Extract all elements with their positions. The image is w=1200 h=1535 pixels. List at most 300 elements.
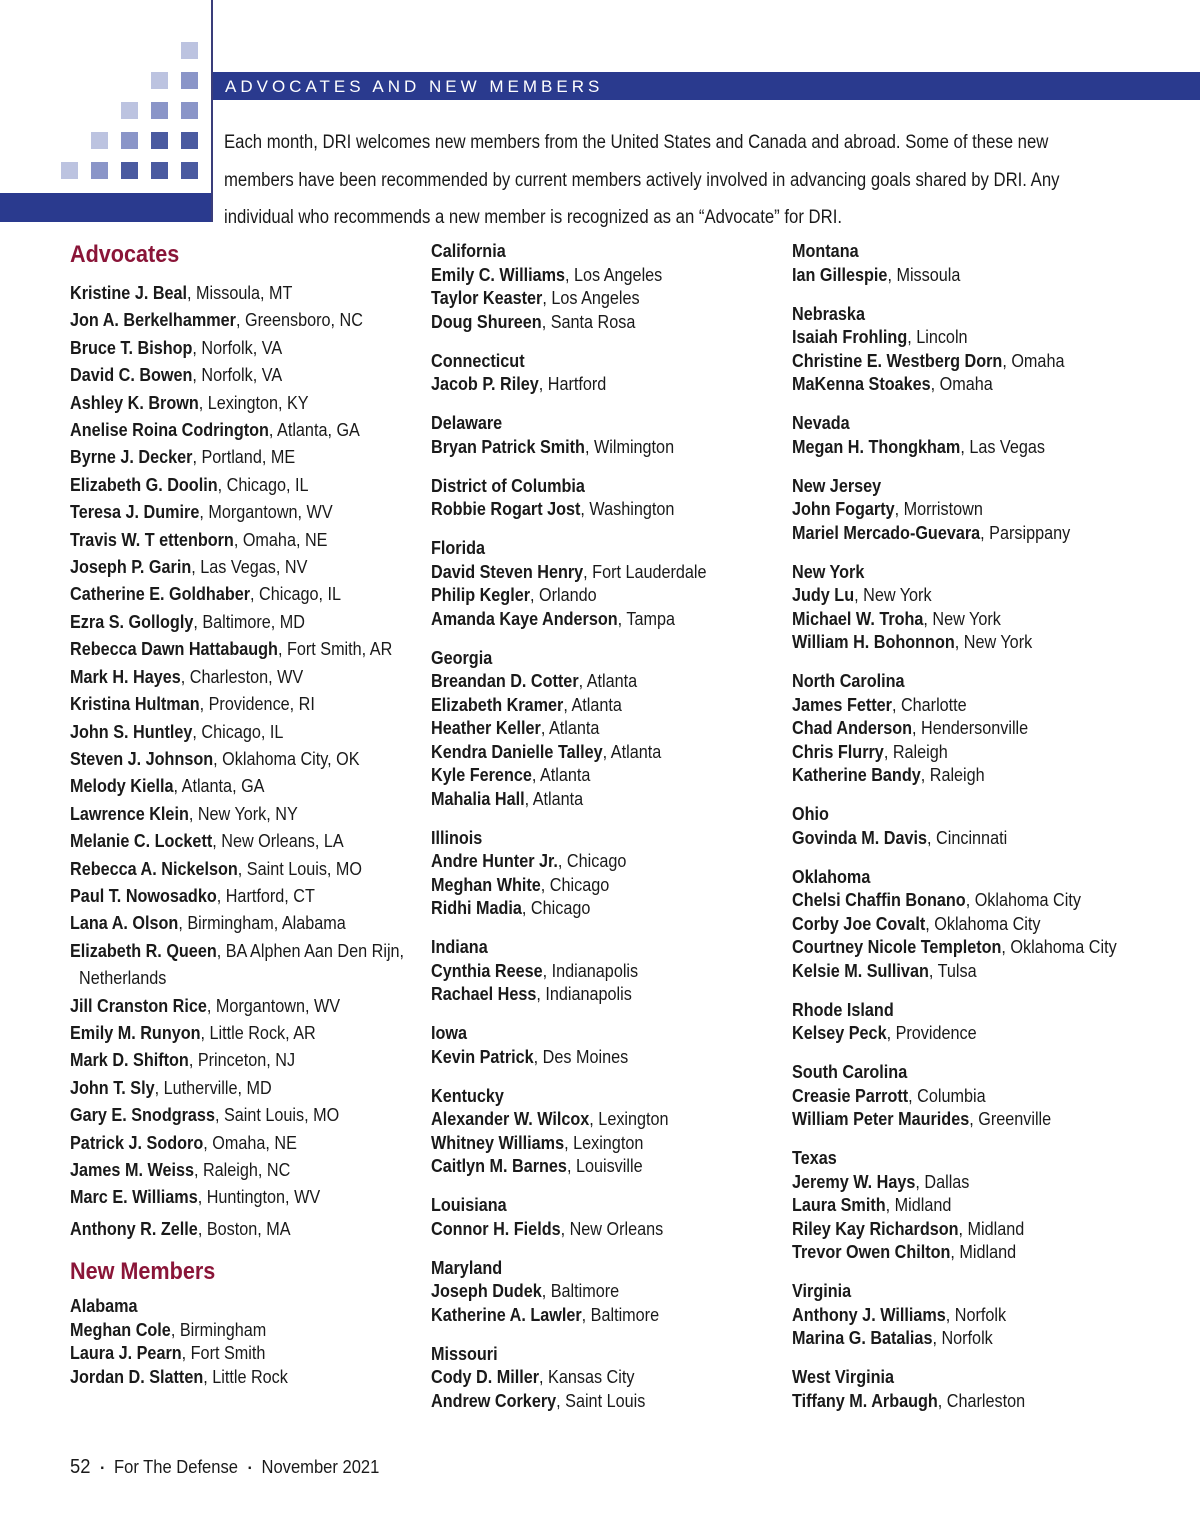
issue-date: November 2021 (261, 1457, 380, 1477)
member-location: , Lincoln (907, 327, 968, 347)
member-name: Govinda M. Davis (792, 827, 928, 848)
member-entry (792, 1304, 1152, 1328)
member-entry (431, 960, 742, 984)
member-name: Trevor Owen Chilton (792, 1242, 951, 1262)
member-name: Robbie Rogart Jost (431, 499, 581, 519)
member-entry (431, 897, 742, 921)
member-entry (431, 717, 742, 741)
state-group (431, 1194, 742, 1241)
member-location: , Providence (886, 1023, 977, 1043)
member-location: , Chicago, IL (217, 474, 309, 495)
member-name: Chad Anderson (792, 718, 913, 738)
member-entry (70, 993, 381, 1020)
state-heading: Iowa (431, 1023, 468, 1043)
member-location: , Norfolk (932, 1328, 993, 1348)
member-name: Kevin Patrick (431, 1046, 534, 1067)
member-name: Lawrence Klein (70, 803, 189, 824)
member-location: , Cincinnati (927, 827, 1008, 848)
state-heading: New York (792, 561, 865, 582)
member-entry (792, 498, 1152, 522)
member-name: Marina G. Batalias (792, 1328, 933, 1348)
member-entry (70, 636, 393, 663)
member-location: , Oklahoma City (1001, 937, 1117, 957)
member-entry (70, 390, 381, 417)
member-entry (70, 1075, 381, 1102)
member-name: Marc E. Williams (70, 1187, 198, 1208)
member-location: , Santa Rosa (541, 311, 636, 332)
member-entry (431, 788, 742, 812)
member-entry (792, 436, 1152, 460)
member-location: , Birmingham (170, 1319, 267, 1340)
member-name: Katherine A. Lawler (431, 1304, 582, 1325)
member-location: , Oklahoma City (925, 913, 1041, 934)
member-name: John T. Sly (70, 1077, 155, 1098)
member-entry (70, 691, 381, 718)
member-entry (431, 1390, 742, 1414)
state-group (792, 475, 1152, 546)
member-location: , Oklahoma City, OK (213, 748, 360, 769)
member-name: Whitney Williams (431, 1132, 565, 1153)
member-name: Patrick J. Sodoro (70, 1132, 204, 1153)
member-name: Jordan D. Slatten (70, 1366, 204, 1387)
member-location: , Hartford (538, 374, 607, 394)
member-location: , Midland (885, 1195, 952, 1215)
member-entry (70, 719, 381, 746)
member-location: , Louisville (566, 1156, 643, 1176)
page-number: 52 (70, 1456, 91, 1478)
member-location: , Princeton, NJ (188, 1050, 296, 1071)
member-entry (70, 307, 381, 334)
member-location: , Raleigh, NC (193, 1160, 291, 1180)
column-left (70, 240, 415, 1405)
state-group (792, 412, 1152, 459)
member-name: James Fetter (792, 694, 892, 715)
member-name: Jill Cranston Rice (70, 995, 207, 1016)
member-location: , Lutherville, MD (154, 1077, 272, 1098)
member-location: , Midland (958, 1218, 1025, 1239)
member-location: , Omaha (930, 374, 993, 394)
state-group (431, 412, 742, 459)
state-heading: Florida (431, 538, 486, 558)
column-middle (431, 240, 776, 1429)
member-name: Andre Hunter Jr. (431, 851, 558, 871)
member-location: , BA Alphen Aan Den Rijn, (216, 940, 405, 961)
member-name: Rachael Hess (431, 984, 537, 1004)
member-name: Mark H. Hayes (70, 666, 181, 687)
state-group (792, 561, 1152, 655)
member-location: , New Orleans, LA (212, 831, 344, 852)
section-header-bar (213, 72, 1200, 100)
member-entry (792, 936, 1152, 960)
state-heading: Oklahoma (792, 866, 871, 887)
member-location: , Midland (950, 1242, 1017, 1262)
member-entry (70, 1216, 381, 1243)
member-name: Ridhi Madia (431, 898, 522, 918)
state-group (431, 1022, 742, 1069)
member-entry (792, 264, 1152, 288)
state-heading: North Carolina (792, 671, 905, 691)
state-heading: Alabama (70, 1296, 138, 1317)
member-location: , Indianapolis (536, 984, 632, 1004)
member-location: , Orlando (530, 585, 597, 605)
member-name: Judy Lu (792, 585, 855, 605)
member-location: , Norfolk, VA (192, 337, 283, 358)
member-name: Michael W. Troha (792, 608, 924, 629)
member-entry (431, 670, 742, 694)
member-name: Meghan Cole (70, 1319, 171, 1340)
state-heading: Nebraska (792, 303, 865, 324)
state-group (792, 866, 1152, 984)
decorative-square (181, 72, 198, 89)
member-entry (70, 664, 381, 691)
member-location: , Atlanta (578, 671, 638, 691)
state-group (431, 475, 742, 522)
member-entry (431, 311, 742, 335)
member-name: Mahalia Hall (431, 788, 525, 809)
member-location: , Las Vegas, NV (191, 557, 308, 578)
member-entry (792, 522, 1152, 546)
state-heading: Illinois (431, 827, 483, 848)
member-name: Mariel Mercado-Guevara (792, 522, 981, 543)
member-location: , Columbia (908, 1085, 986, 1106)
member-name: Philip Kegler (431, 585, 531, 605)
member-name: David Steven Henry (431, 561, 584, 582)
member-location: , Little Rock, AR (200, 1022, 316, 1043)
state-group (792, 1061, 1152, 1132)
member-location: , Little Rock (203, 1366, 288, 1387)
member-entry (792, 913, 1152, 937)
member-entry (70, 1130, 381, 1157)
member-entry (792, 631, 1152, 655)
member-name: Tiffany M. Arbaugh (792, 1390, 938, 1411)
member-name: James M. Weiss (70, 1160, 194, 1180)
member-name: Corby Joe Covalt (792, 913, 926, 934)
member-entry (70, 417, 381, 444)
member-entry (431, 287, 742, 311)
member-location: , Raleigh (920, 765, 985, 785)
state-group (792, 303, 1152, 397)
member-location: , Saint Louis, MO (237, 858, 363, 879)
member-entry (70, 1020, 381, 1047)
member-name: Kristine J. Beal (70, 283, 188, 303)
state-heading: District of Columbia (431, 475, 585, 496)
member-name: Paul T. Nowosadko (70, 885, 217, 906)
left-accent-bar (0, 193, 211, 222)
member-entry (792, 1327, 1152, 1351)
member-location: , Tampa (617, 608, 675, 629)
intro-paragraph (224, 124, 1069, 237)
member-name: Jeremy W. Hays (792, 1171, 916, 1192)
member-location: , Missoula, MT (187, 283, 293, 303)
state-group (792, 999, 1152, 1046)
state-group (431, 647, 742, 812)
state-heading: Ohio (792, 804, 829, 824)
member-name: Kristina Hultman (70, 694, 200, 715)
member-location: , Hartford, CT (216, 885, 315, 906)
member-location: , Raleigh (883, 741, 948, 762)
member-location: , Atlanta (602, 741, 662, 762)
member-name: John Fogarty (792, 499, 895, 519)
member-location: , Wilmington (584, 436, 675, 457)
state-heading: West Virginia (792, 1367, 895, 1387)
member-entry (792, 1108, 1152, 1132)
member-name: Doug Shureen (431, 311, 542, 332)
state-group (431, 936, 742, 1007)
member-entry (431, 373, 742, 397)
member-name: Steven J. Johnson (70, 748, 214, 769)
member-name: Kelsie M. Sullivan (792, 960, 929, 981)
member-location: , Greenville (969, 1109, 1052, 1129)
member-name: Heather Keller (431, 718, 541, 738)
member-entry (431, 1218, 742, 1242)
member-location: , Atlanta (524, 788, 584, 809)
state-heading: Nevada (792, 413, 850, 433)
intro-line: Each month, DRI welcomes new members from the United States and Canada and abroad. Some of these new (224, 132, 1049, 153)
member-location: , Charleston (937, 1390, 1026, 1411)
decorative-square (151, 72, 168, 89)
member-name: William Peter Maurides (792, 1109, 970, 1129)
member-name: Chelsi Chaffin Bonano (792, 890, 966, 910)
member-entry (431, 264, 742, 288)
new-members-heading: New Members (70, 1258, 216, 1286)
member-name: Cynthia Reese (431, 960, 543, 981)
member-location: , Providence, RI (199, 694, 315, 715)
member-location: , Los Angeles (565, 264, 663, 285)
advocates-list (70, 280, 405, 1243)
member-entry (792, 608, 1152, 632)
state-group (431, 350, 742, 397)
member-name: Bruce T. Bishop (70, 337, 193, 358)
member-entry (792, 326, 1152, 350)
state-heading: Georgia (431, 647, 493, 668)
member-name: Melanie C. Lockett (70, 831, 213, 852)
member-name: Emily M. Runyon (70, 1022, 201, 1043)
member-entry (792, 1194, 1152, 1218)
member-entry (792, 1171, 1152, 1195)
member-name: Travis W. T ettenborn (70, 529, 234, 550)
state-heading: South Carolina (792, 1062, 908, 1082)
member-location: , Fort Smith, AR (277, 639, 393, 660)
member-name: Creasie Parrott (792, 1085, 909, 1106)
member-entry (792, 694, 1152, 718)
member-entry (431, 1304, 742, 1328)
member-entry (70, 773, 381, 800)
intro-line: members have been recommended by current members actively involved in advancing goals shared by DRI. Any (224, 169, 1060, 191)
member-location: , Chicago (540, 874, 610, 895)
member-name: Chris Flurry (792, 741, 884, 762)
member-name: Rebecca A. Nickelson (70, 858, 238, 879)
member-name: Teresa J. Dumire (70, 502, 200, 523)
member-name: Megan H. Thongkham (792, 436, 961, 457)
member-location: , Las Vegas (960, 436, 1045, 457)
state-heading: Rhode Island (792, 999, 894, 1020)
member-location: , Atlanta (563, 694, 622, 715)
member-entry (431, 608, 742, 632)
member-name: Gary E. Snodgrass (70, 1105, 215, 1126)
member-location: , Birmingham, Alabama (178, 913, 346, 934)
member-entry (431, 1108, 742, 1132)
member-name: Courtney Nicole Templeton (792, 937, 1002, 957)
member-location: , Boston, MA (197, 1218, 291, 1239)
member-location: , Omaha (1002, 350, 1065, 371)
member-location: , Washington (580, 499, 675, 519)
member-name: Laura Smith (792, 1195, 886, 1215)
member-name: Bryan Patrick Smith (431, 436, 585, 457)
state-heading: Maryland (431, 1257, 503, 1278)
member-name: Joseph P. Garin (70, 557, 192, 578)
member-entry (70, 554, 381, 581)
member-entry (70, 1184, 381, 1211)
member-location: , Baltimore (541, 1281, 620, 1301)
member-entry (431, 850, 742, 874)
state-group (792, 803, 1152, 850)
member-location: , Morgantown, WV (199, 502, 333, 523)
member-name: Anthony J. Williams (792, 1304, 946, 1325)
decorative-square (121, 132, 138, 149)
member-name: William H. Bohonnon (792, 632, 955, 652)
member-name: Riley Kay Richardson (792, 1218, 959, 1239)
member-name: Isaiah Frohling (792, 327, 908, 347)
member-entry (792, 350, 1152, 374)
member-name: Lana A. Olson (70, 913, 179, 934)
member-location: , Charleston, WV (180, 666, 304, 687)
page-footer (70, 1456, 379, 1479)
state-group (792, 240, 1152, 287)
member-location: , Chicago, IL (192, 721, 284, 742)
member-entry (70, 1366, 381, 1390)
member-entry (431, 1366, 742, 1390)
member-name: MaKenna Stoakes (792, 374, 931, 394)
member-entry (70, 1047, 381, 1074)
state-heading: Kentucky (431, 1085, 504, 1106)
member-location: , New York (923, 608, 1001, 629)
decorative-square (181, 162, 198, 179)
decorative-square (61, 162, 78, 179)
member-name: Ian Gillespie (792, 264, 888, 285)
member-entry (792, 717, 1152, 741)
member-entry (70, 1342, 381, 1366)
member-name: Elizabeth Kramer (431, 694, 564, 715)
member-entry (70, 444, 381, 471)
state-heading: Texas (792, 1148, 837, 1168)
member-location: , Des Moines (533, 1046, 629, 1067)
member-entry (431, 694, 742, 718)
member-entry (431, 1132, 742, 1156)
member-location: , Baltimore, MD (193, 611, 305, 632)
member-entry (792, 889, 1152, 913)
member-name: Meghan White (431, 874, 541, 895)
state-heading: Virginia (792, 1281, 852, 1301)
decorative-square (121, 162, 138, 179)
member-name: Kendra Danielle Talley (431, 741, 603, 762)
member-location: , Indianapolis (542, 960, 639, 981)
member-entry (431, 584, 742, 608)
member-entry (70, 828, 381, 855)
member-name: Anthony R. Zelle (70, 1218, 198, 1239)
state-heading: Connecticut (431, 350, 525, 371)
state-heading: Indiana (431, 937, 488, 957)
decorative-square (181, 132, 198, 149)
decorative-square (151, 102, 168, 119)
decorative-square (91, 132, 108, 149)
member-entry (70, 938, 405, 993)
footer-separator: ▪ (100, 1462, 104, 1474)
decorative-square (181, 102, 198, 119)
state-heading: California (431, 241, 506, 261)
state-group (431, 1257, 742, 1328)
state-heading: New Jersey (792, 475, 882, 496)
member-entry (70, 883, 381, 910)
member-location: , Oklahoma City (965, 890, 1081, 910)
state-group (431, 1085, 742, 1179)
member-name: Breandan D. Cotter (431, 671, 579, 691)
member-location: , Atlanta (540, 718, 600, 738)
member-location: , Omaha, NE (203, 1132, 297, 1153)
member-location: , Atlanta (531, 765, 591, 785)
member-location: , Parsippany (980, 522, 1071, 543)
member-entry (792, 373, 1152, 397)
member-name: Melody Kiella (70, 776, 174, 797)
member-entry (431, 741, 742, 765)
member-location: , Lexington (564, 1132, 644, 1153)
state-group (792, 1280, 1152, 1351)
decorative-square (91, 162, 108, 179)
state-heading: Missouri (431, 1343, 498, 1364)
member-location: , Morgantown, WV (206, 995, 341, 1016)
member-location: , Baltimore (581, 1304, 660, 1325)
member-location-continued: Netherlands (79, 968, 167, 989)
member-entry (431, 1046, 742, 1070)
member-location: , New York, NY (188, 803, 298, 824)
member-entry (431, 561, 742, 585)
member-entry (70, 527, 381, 554)
decorative-square (151, 132, 168, 149)
member-entry (70, 581, 381, 608)
member-name: Ashley K. Brown (70, 392, 199, 413)
member-location: , Norfolk (945, 1304, 1007, 1325)
member-location: , Morristown (894, 499, 983, 519)
member-entry (70, 499, 381, 526)
member-name: Andrew Corkery (431, 1390, 557, 1411)
member-entry (792, 960, 1152, 984)
advocates-heading: Advocates (70, 241, 180, 268)
member-name: Mark D. Shifton (70, 1050, 189, 1071)
member-entry (70, 1102, 381, 1129)
member-name: Alexander W. Wilcox (431, 1109, 590, 1129)
member-entry (70, 910, 381, 937)
member-location: , Atlanta, GA (268, 420, 360, 441)
member-name: Catherine E. Goldhaber (70, 584, 251, 605)
member-name: Taylor Keaster (431, 288, 543, 308)
footer-separator: ▪ (248, 1462, 252, 1474)
state-heading: Louisiana (431, 1195, 507, 1215)
member-location: , New Orleans (560, 1218, 664, 1239)
decorative-square (181, 42, 198, 59)
state-heading: Montana (792, 241, 859, 261)
member-location: , Charlotte (891, 694, 967, 715)
member-entry (70, 280, 381, 307)
member-entry (431, 1155, 742, 1179)
state-heading: Delaware (431, 413, 503, 433)
state-group (792, 670, 1152, 788)
member-location: , Lexington (589, 1109, 669, 1129)
new-members-list (70, 1295, 381, 1389)
member-location: , Missoula (887, 264, 961, 285)
member-name: David C. Bowen (70, 365, 193, 386)
member-entry (70, 856, 381, 883)
member-entry (792, 584, 1152, 608)
member-entry (792, 1390, 1152, 1414)
